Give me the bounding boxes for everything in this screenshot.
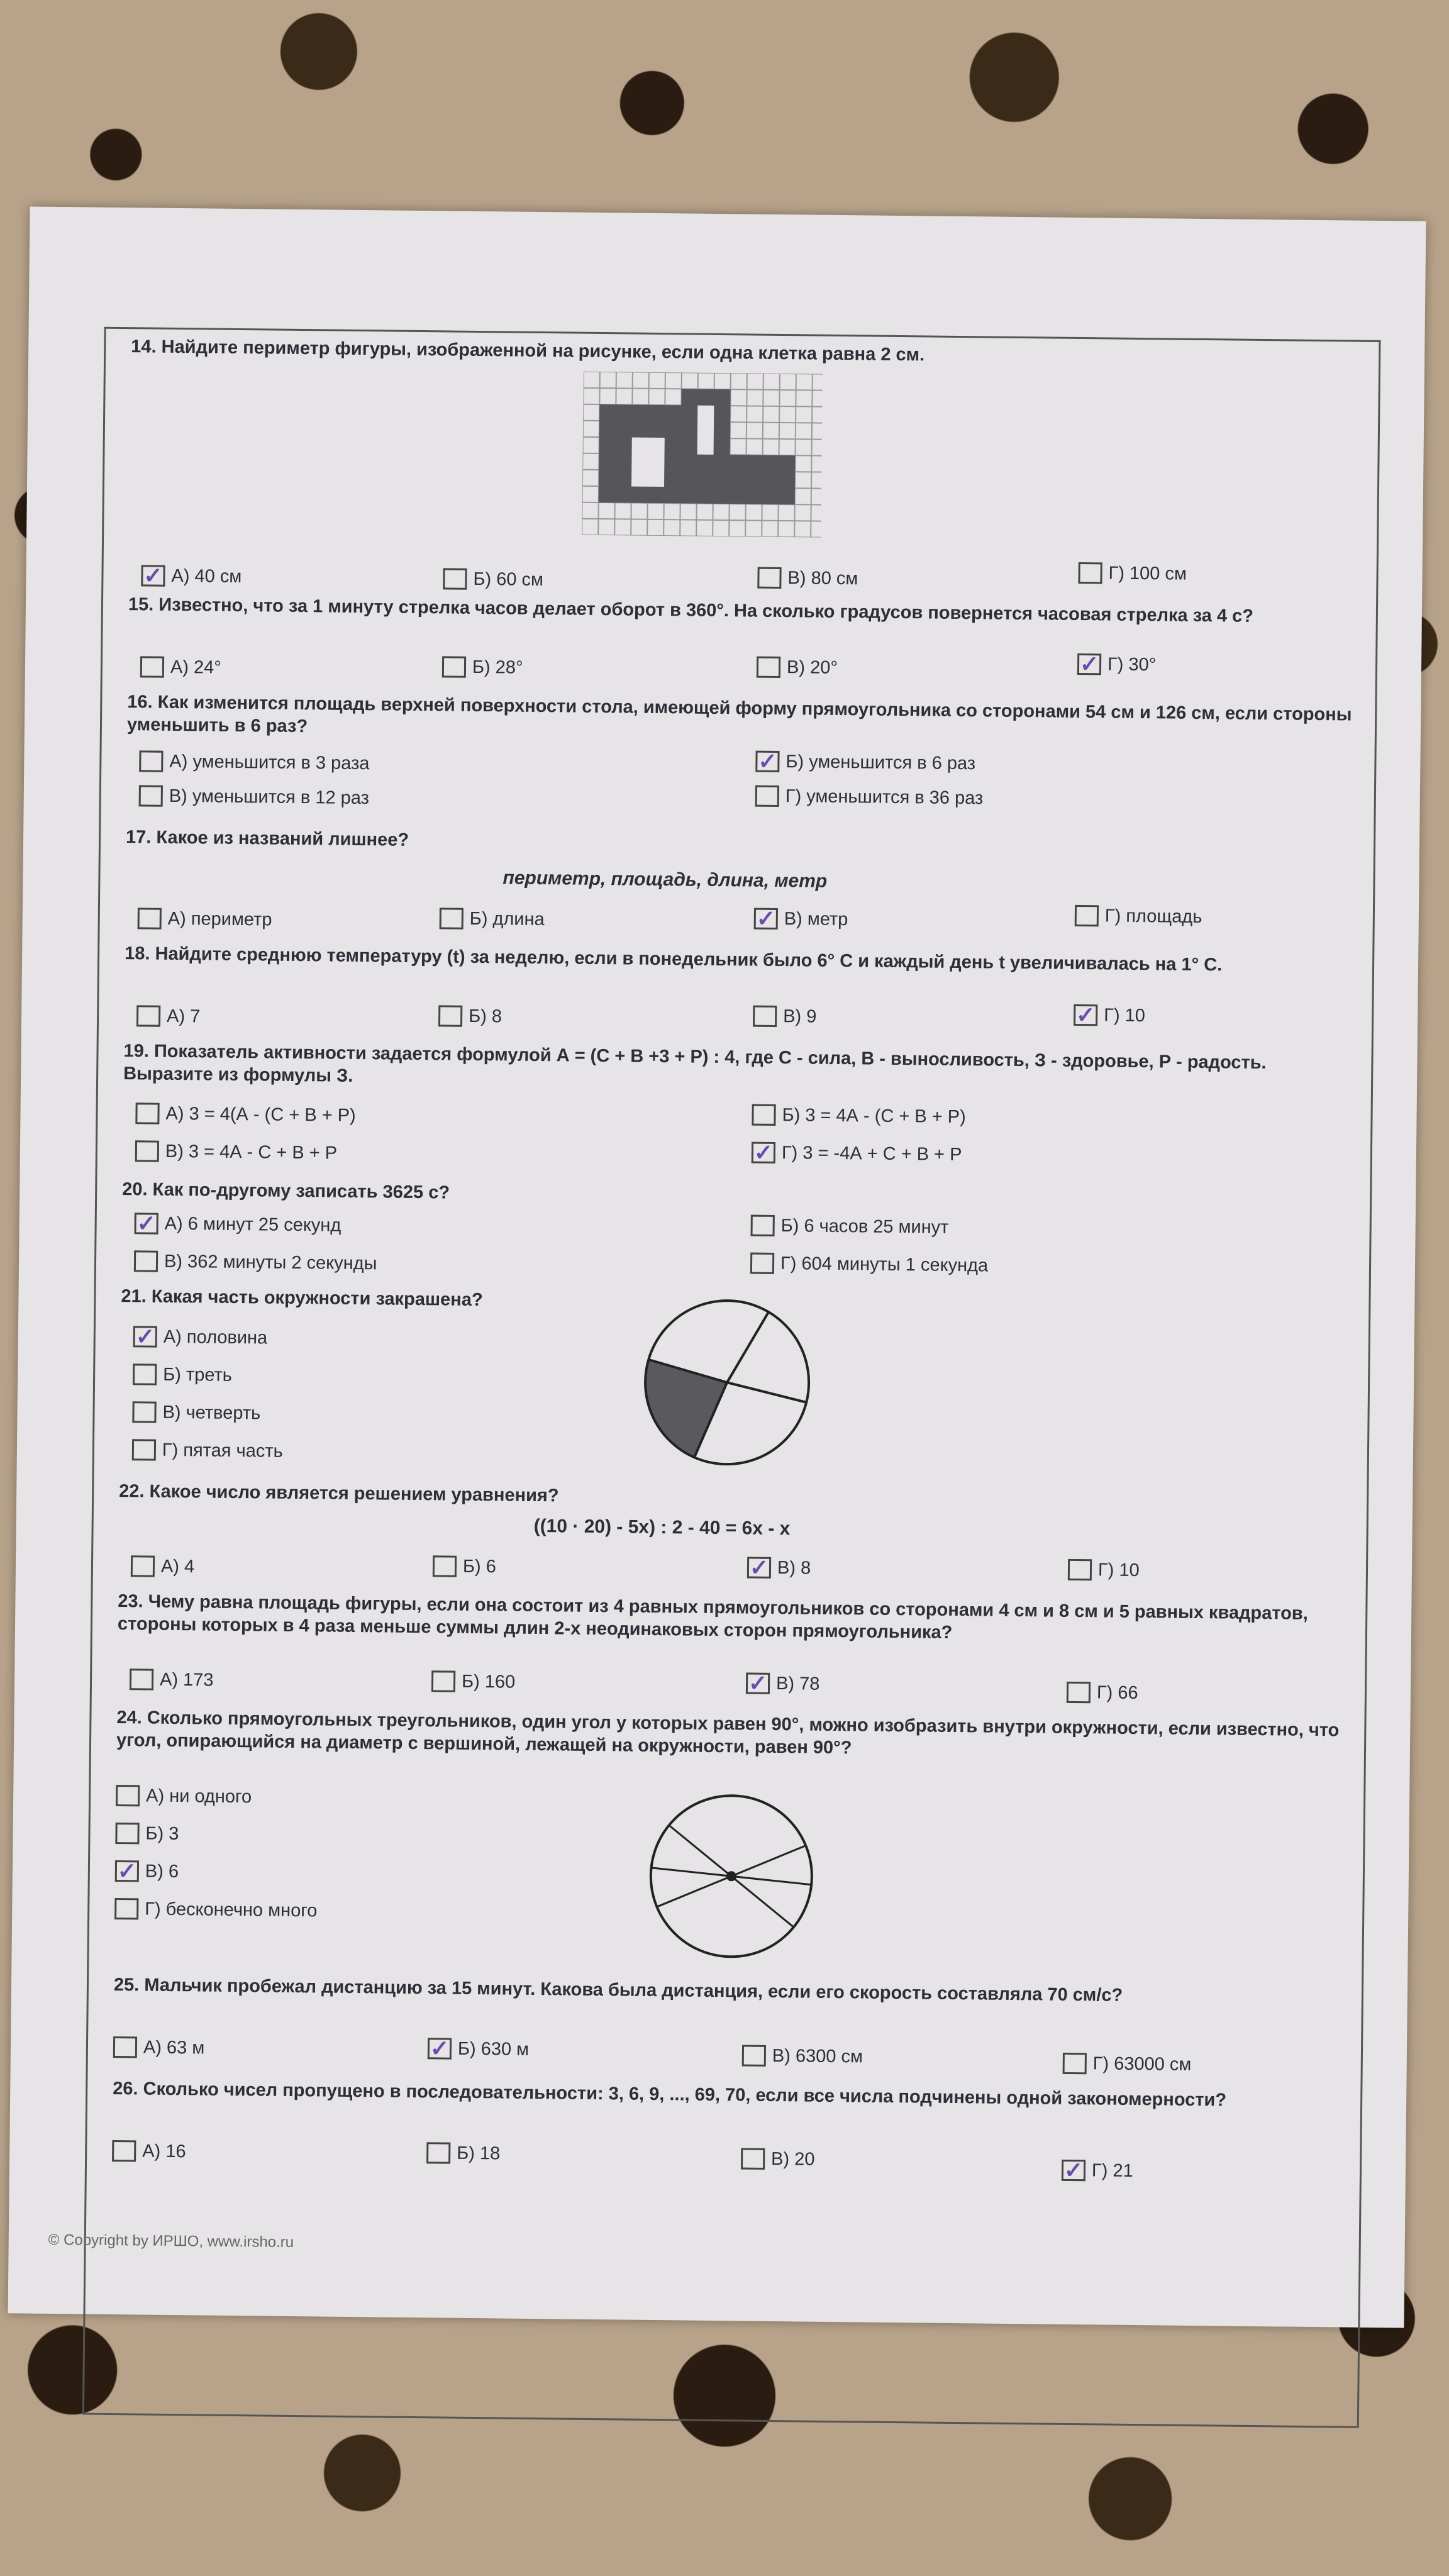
q15-option-b[interactable]: Б) 28°: [442, 656, 523, 678]
q20-option-c[interactable]: В) 362 минуты 2 секунды: [134, 1250, 377, 1274]
question-16: 16. Как изменится площадь верхней поверхности стола, имеющей форму прямоугольника со сторонами 54 см и 126 см, если стороны уменьшить в 6 раз?: [126, 692, 1352, 737]
question-25: 25. Мальчик пробежал дистанцию за 15 минут. Какова была дистанция, если его скорость составляла 70 см/с?: [113, 1975, 1123, 2006]
checkbox-icon[interactable]: [132, 1439, 156, 1460]
q24-option-b[interactable]: Б) 3: [115, 1823, 179, 1845]
q15-option-d[interactable]: ✓ Г) 30°: [1077, 653, 1157, 675]
checkbox-icon[interactable]: [757, 567, 781, 589]
checkbox-icon[interactable]: [438, 1005, 462, 1026]
q22-option-c[interactable]: ✓ В) 8: [747, 1557, 811, 1579]
q19-option-a[interactable]: А) 3 = 4(А - (С + В + Р): [135, 1102, 356, 1126]
q18-option-a[interactable]: А) 7: [136, 1005, 201, 1027]
q23-option-c[interactable]: ✓ В) 78: [746, 1673, 820, 1695]
q15-option-c[interactable]: В) 20°: [757, 657, 838, 679]
checkbox-icon[interactable]: [112, 2140, 136, 2162]
checkbox-icon[interactable]: ✓: [115, 1860, 139, 1882]
word-list: периметр, площадь, длина, метр: [502, 867, 828, 892]
checkbox-icon[interactable]: [755, 786, 779, 807]
q18-option-c[interactable]: В) 9: [753, 1006, 817, 1028]
checkbox-icon[interactable]: [116, 1785, 140, 1806]
q18-option-b[interactable]: Б) 8: [438, 1005, 502, 1027]
q16-option-b[interactable]: ✓ Б) уменьшится в 6 раз: [755, 751, 975, 775]
q17-option-a[interactable]: А) периметр: [138, 908, 272, 930]
checkbox-icon[interactable]: [752, 1104, 775, 1126]
circle-diameters-figure: [642, 1787, 820, 1965]
question-23: 23. Чему равна площадь фигуры, если она состоит из 4 равных прямоугольников со сторонами 4 см и 8 см и 5 равных квадратов, стороны которых в 4 раза меньше суммы длин 2-х неодинаковых сторон прямоугольника?: [117, 1591, 1308, 1643]
checkbox-icon[interactable]: ✓: [752, 1142, 775, 1163]
checkbox-icon[interactable]: [140, 656, 164, 677]
q14-option-b[interactable]: Б) 60 см: [443, 568, 543, 591]
q19-option-b[interactable]: Б) 3 = 4А - (С + В + Р): [752, 1104, 966, 1128]
checkbox-icon[interactable]: ✓: [1077, 653, 1101, 675]
checkbox-icon[interactable]: [138, 908, 162, 929]
q25-option-c[interactable]: В) 6300 см: [742, 2045, 863, 2067]
checkbox-icon[interactable]: [136, 1005, 160, 1026]
question-22: 22. Какое число является решением уравнения?: [119, 1481, 559, 1506]
checkbox-icon[interactable]: [139, 750, 163, 772]
checkbox-icon[interactable]: [1075, 905, 1099, 926]
question-17: 17. Какое из названий лишнее?: [125, 827, 409, 850]
q23-option-a[interactable]: А) 173: [130, 1668, 214, 1690]
checkbox-icon[interactable]: [130, 1668, 153, 1690]
q14-option-d[interactable]: Г) 100 см: [1078, 562, 1187, 585]
checkbox-icon[interactable]: [753, 1006, 777, 1027]
q17-option-c[interactable]: ✓ В) метр: [754, 908, 848, 931]
checkbox-icon[interactable]: [443, 568, 467, 589]
q18-option-d[interactable]: ✓ Г) 10: [1074, 1004, 1145, 1026]
checkbox-icon[interactable]: ✓: [747, 1557, 771, 1579]
checkbox-icon[interactable]: [426, 2142, 450, 2163]
q23-option-b[interactable]: Б) 160: [431, 1670, 515, 1692]
q21-option-a[interactable]: ✓ А) половина: [133, 1326, 268, 1348]
checkbox-icon[interactable]: [741, 2148, 765, 2169]
q16-option-a[interactable]: А) уменьшится в 3 раза: [139, 750, 369, 774]
equation: ((10 · 20) - 5х) : 2 - 40 = 6х - х: [533, 1515, 791, 1540]
checkbox-icon[interactable]: ✓: [1074, 1004, 1097, 1026]
q26-option-c[interactable]: В) 20: [741, 2148, 815, 2170]
checkbox-icon[interactable]: ✓: [428, 2038, 452, 2059]
checkbox-icon[interactable]: [431, 1670, 455, 1692]
question-20: 20. Как по-другому записать 3625 с?: [122, 1179, 450, 1203]
question-26: 26. Сколько чисел пропущено в последовательности: 3, 6, 9, ..., 69, 70, если все числа подчинены одной закономерности?: [113, 2079, 1227, 2111]
q21-option-b[interactable]: Б) треть: [133, 1363, 232, 1386]
q25-option-a[interactable]: А) 63 м: [113, 2036, 205, 2059]
checkbox-icon[interactable]: ✓: [1062, 2160, 1085, 2181]
checkbox-icon[interactable]: [1067, 1682, 1091, 1703]
grid-figure: [582, 372, 823, 538]
question-24: 24. Сколько прямоугольных треугольников, один угол у которых равен 90°, можно изобразить внутри окружности, если известно, что угол, опирающийся на диаметр с вершиной, лежащей на окружности, равен 90°?: [116, 1707, 1340, 1758]
question-14: 14. Найдите периметр фигуры, изображенной на рисунке, если одна клетка равна 2 см.: [131, 336, 925, 365]
checkbox-icon[interactable]: [440, 908, 464, 929]
checkbox-icon[interactable]: [134, 1250, 158, 1272]
copyright-text: © Copyright by ИРШО, www.irsho.ru: [48, 2231, 294, 2251]
checkbox-icon[interactable]: [115, 1823, 139, 1844]
question-18: 18. Найдите среднюю температуру (t) за неделю, если в понедельник было 6° С и каждый день t увеличивалась на 1° С.: [125, 943, 1223, 975]
checkbox-icon[interactable]: [751, 1215, 775, 1236]
checkbox-icon[interactable]: [135, 1140, 159, 1162]
q26-option-d[interactable]: ✓ Г) 21: [1062, 2160, 1133, 2182]
question-21: 21. Какая часть окружности закрашена?: [121, 1286, 483, 1311]
content-frame: [48, 327, 1381, 2428]
checkbox-icon[interactable]: [757, 657, 780, 678]
q25-option-b[interactable]: ✓ Б) 630 м: [428, 2038, 529, 2060]
checkbox-icon[interactable]: ✓: [135, 1213, 158, 1234]
q16-option-c[interactable]: В) уменьшится в 12 раз: [139, 785, 369, 809]
checkbox-icon[interactable]: [131, 1555, 155, 1577]
checkbox-icon[interactable]: ✓: [746, 1673, 770, 1694]
checkbox-icon[interactable]: [442, 656, 466, 677]
q22-option-b[interactable]: Б) 6: [433, 1555, 496, 1577]
checkbox-icon[interactable]: [1063, 2053, 1087, 2074]
q20-option-d[interactable]: Г) 604 минуты 1 секунда: [750, 1253, 988, 1277]
q26-option-a[interactable]: А) 16: [112, 2140, 186, 2162]
q22-option-a[interactable]: А) 4: [131, 1555, 195, 1577]
checkbox-icon[interactable]: [139, 785, 163, 806]
q21-option-d[interactable]: Г) пятая часть: [132, 1439, 283, 1462]
checkbox-icon[interactable]: [433, 1555, 457, 1577]
checkbox-icon[interactable]: [750, 1253, 774, 1274]
checkbox-icon[interactable]: ✓: [754, 908, 778, 930]
question-19: 19. Показатель активности задается формулой А = (С + В +3 + Р) : 4, где С - сила, В - выносливость, З - здоровье, Р - радость. Выразите из формулы З.: [123, 1041, 1267, 1086]
circle-sectors-figure: [635, 1291, 819, 1475]
q21-option-c[interactable]: В) четверть: [132, 1401, 260, 1424]
q19-option-c[interactable]: В) 3 = 4А - С + В + Р: [135, 1140, 338, 1163]
q24-option-a[interactable]: А) ни одного: [116, 1785, 252, 1807]
q26-option-b[interactable]: Б) 18: [426, 2142, 500, 2164]
checkbox-icon[interactable]: [132, 1401, 156, 1423]
checkbox-icon[interactable]: [135, 1102, 159, 1124]
checkbox-icon[interactable]: ✓: [755, 751, 779, 772]
checkbox-icon[interactable]: [113, 2036, 137, 2058]
q20-option-a[interactable]: ✓ А) 6 минут 25 секунд: [135, 1213, 341, 1236]
checkbox-icon[interactable]: [133, 1363, 157, 1385]
q24-option-c[interactable]: ✓ В) 6: [115, 1860, 179, 1882]
q23-option-d[interactable]: Г) 66: [1067, 1682, 1138, 1704]
q19-option-d[interactable]: ✓ Г) 3 = -4А + С + В + Р: [752, 1142, 962, 1166]
q16-option-d[interactable]: Г) уменьшится в 36 раз: [755, 786, 984, 809]
q20-option-b[interactable]: Б) 6 часов 25 минут: [751, 1215, 949, 1238]
checkbox-icon[interactable]: [742, 2045, 766, 2066]
q17-option-d[interactable]: Г) площадь: [1075, 905, 1202, 928]
q24-option-d[interactable]: Г) бесконечно много: [114, 1898, 317, 1921]
q25-option-d[interactable]: Г) 63000 см: [1063, 2053, 1192, 2075]
q17-option-b[interactable]: Б) длина: [440, 908, 545, 930]
test-sheet: [8, 206, 1426, 2328]
checkbox-icon[interactable]: [1068, 1559, 1092, 1580]
checkbox-icon[interactable]: [114, 1898, 138, 1919]
q22-option-d[interactable]: Г) 10: [1068, 1559, 1140, 1581]
checkbox-icon[interactable]: [1078, 562, 1102, 584]
q14-option-c[interactable]: В) 80 см: [757, 567, 858, 590]
checkbox-icon[interactable]: ✓: [141, 565, 165, 586]
q15-option-a[interactable]: А) 24°: [140, 656, 221, 678]
checkbox-icon[interactable]: ✓: [133, 1326, 157, 1347]
q14-option-a[interactable]: ✓ А) 40 см: [141, 565, 242, 587]
question-15: 15. Известно, что за 1 минуту стрелка часов делает оборот в 360°. На сколько градусов повернется часовая стрелка за 4 с?: [128, 594, 1254, 626]
